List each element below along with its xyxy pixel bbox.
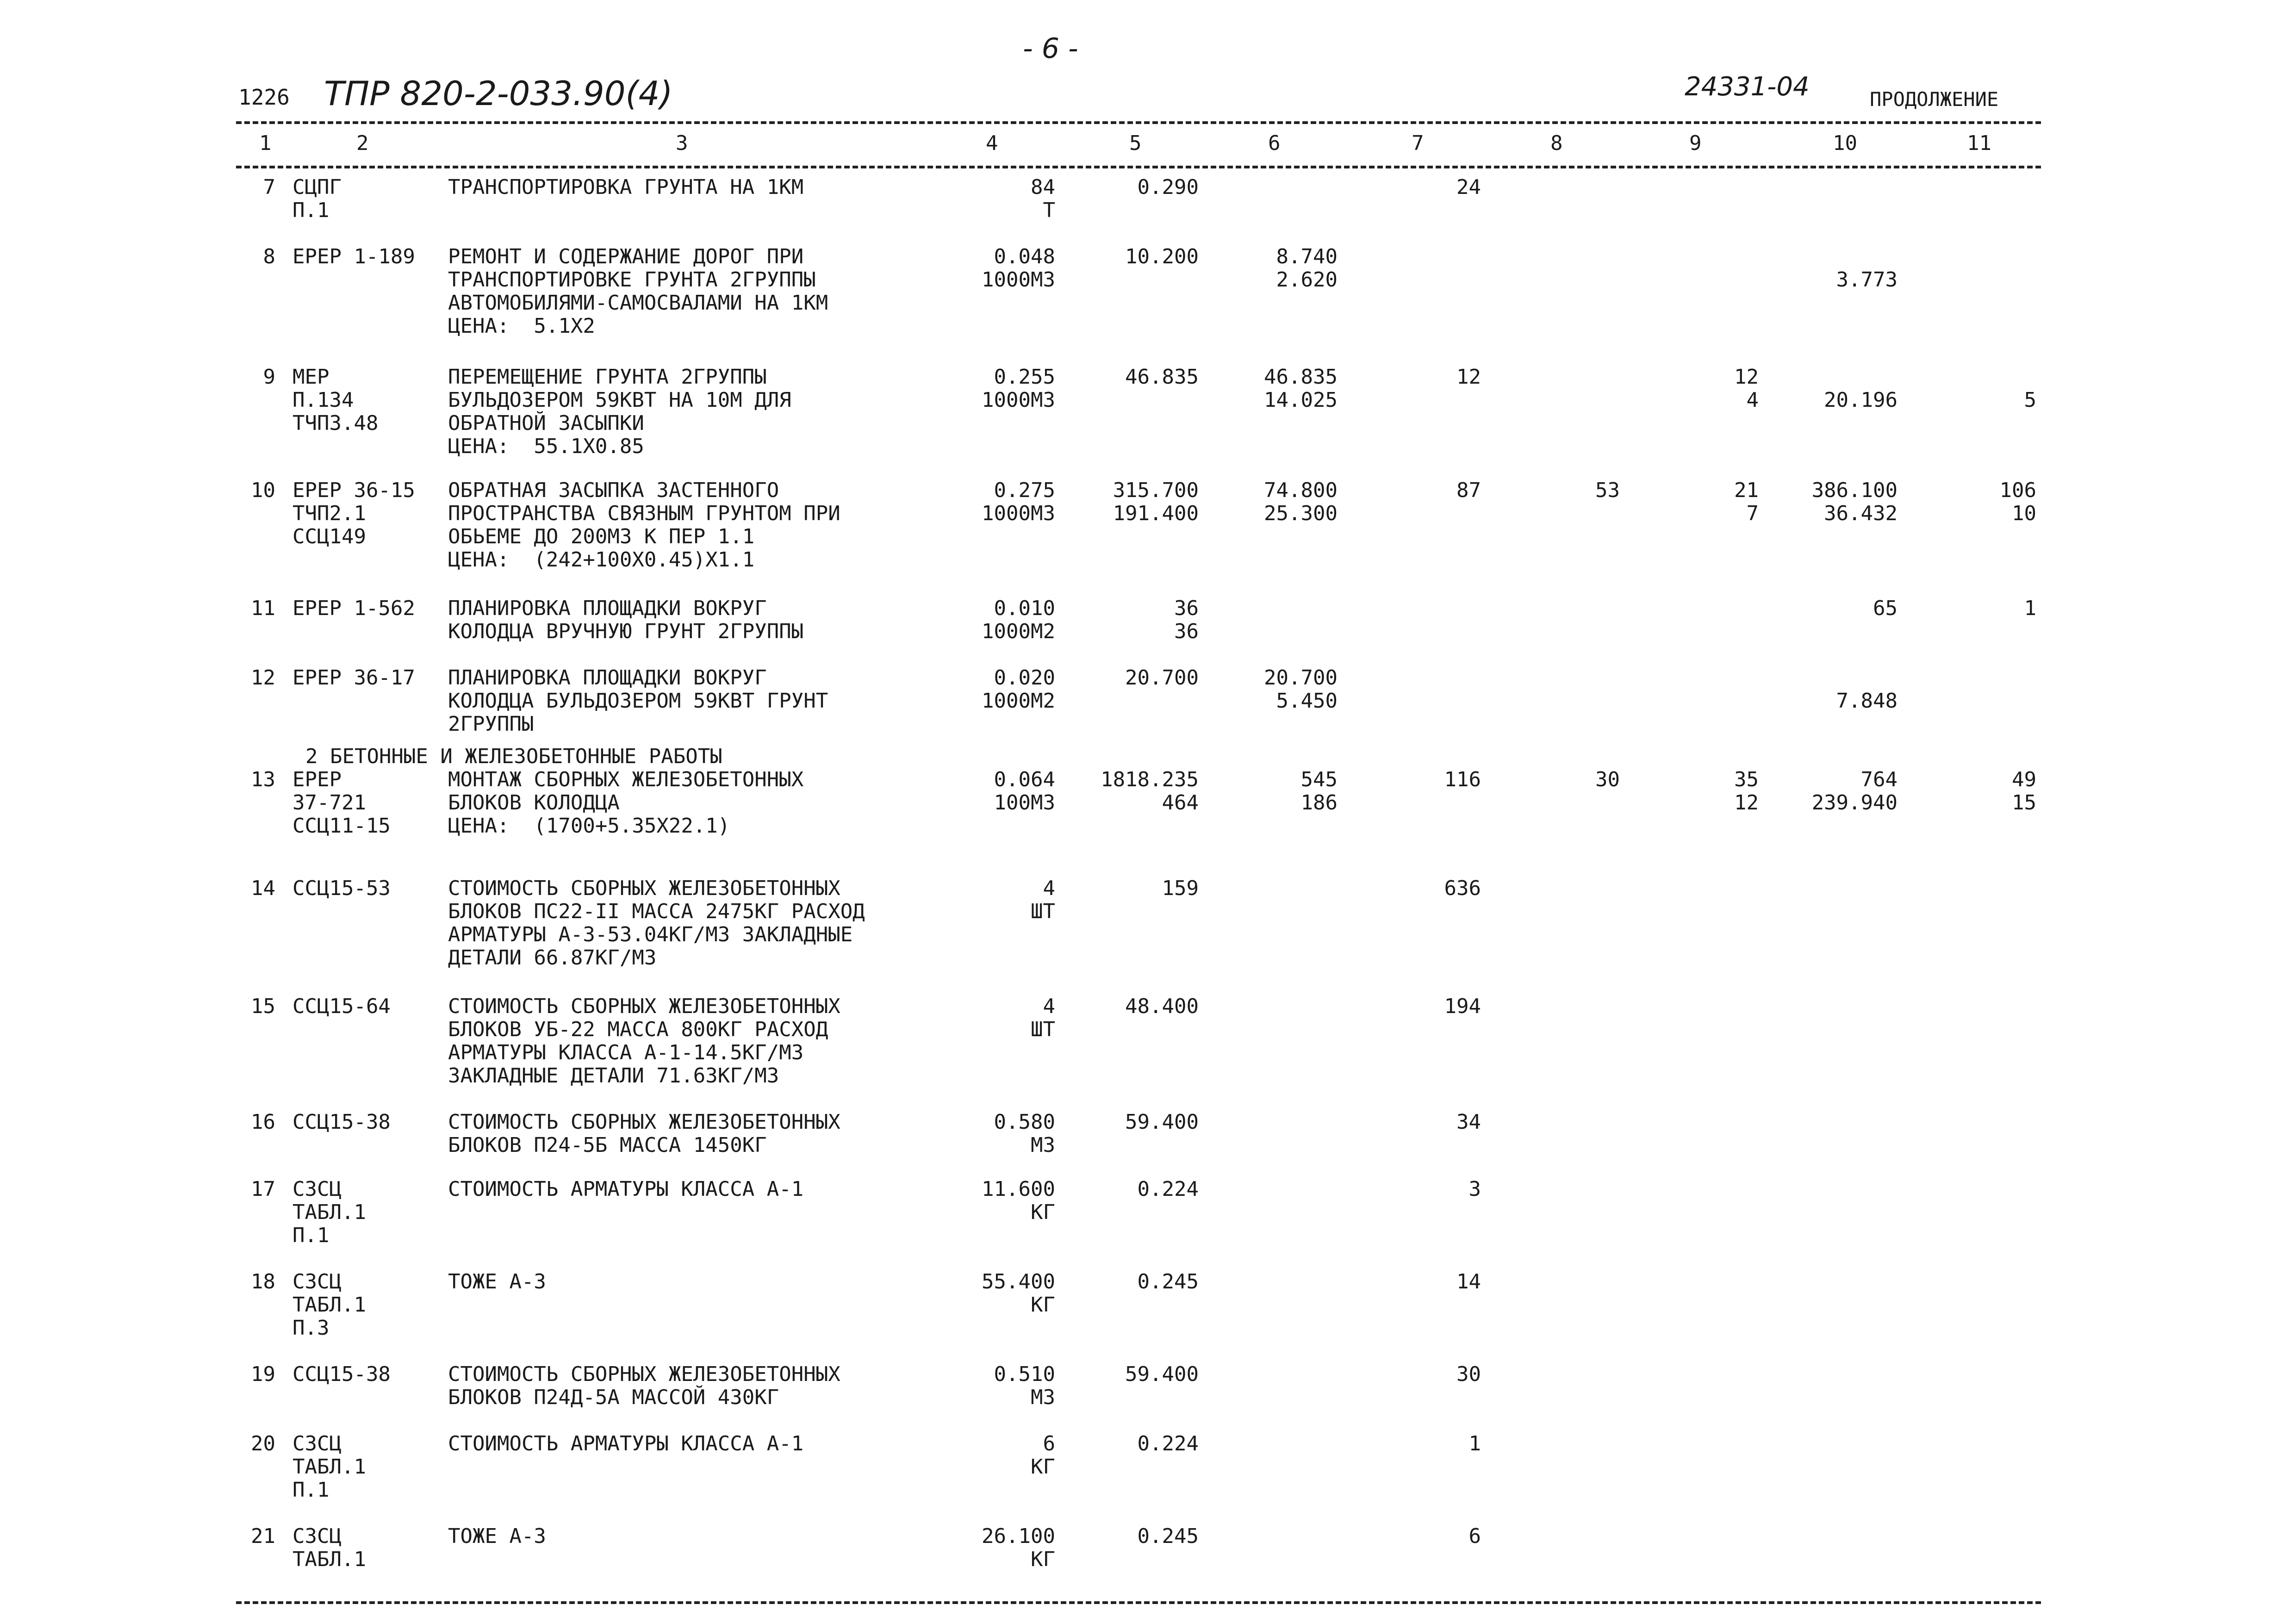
row-machine-wage: 12 bbox=[1734, 365, 1759, 389]
row-total-cost: 34 bbox=[1456, 1110, 1481, 1134]
row-quantity: 0.275 bbox=[994, 479, 1055, 502]
column-header-8: 8 bbox=[1550, 131, 1563, 155]
row-code: ССЦ15-38 bbox=[292, 1362, 391, 1386]
row-machine-cost: 46.835 bbox=[1264, 365, 1338, 389]
row-total-cost: 116 bbox=[1444, 768, 1481, 791]
row-machine-wage: 21 bbox=[1734, 479, 1759, 502]
row-machine-cost: 25.300 bbox=[1264, 502, 1338, 525]
row-code: П.134 bbox=[292, 388, 354, 412]
column-header-2: 2 bbox=[356, 131, 369, 155]
row-total-cost: 14 bbox=[1456, 1270, 1481, 1293]
row-machine-wage: 35 bbox=[1734, 768, 1759, 791]
row-labor: 239.940 bbox=[1811, 791, 1898, 815]
row-quantity: КГ bbox=[1031, 1455, 1055, 1479]
row-machine-wage: 12 bbox=[1734, 791, 1759, 815]
row-code: СЗСЦ bbox=[292, 1270, 342, 1293]
row-labor: 65 bbox=[1873, 597, 1898, 620]
row-code: ЕРЕР bbox=[292, 768, 342, 791]
row-labor-machine: 1 bbox=[2024, 597, 2036, 620]
row-number: 11 bbox=[251, 597, 275, 620]
row-description: АВТОМОБИЛЯМИ-САМОСВАЛАМИ НА 1КМ bbox=[448, 291, 828, 315]
row-unit-price: 36 bbox=[1174, 597, 1199, 620]
row-total-cost: 12 bbox=[1456, 365, 1481, 389]
row-code: ТАБЛ.1 bbox=[292, 1293, 366, 1317]
row-machine-wage: 7 bbox=[1746, 502, 1759, 525]
row-total-cost: 3 bbox=[1468, 1177, 1481, 1201]
row-description: ОБЬЕМЕ ДО 200М3 К ПЕР 1.1 bbox=[448, 525, 755, 548]
row-unit-price: 36 bbox=[1174, 620, 1199, 643]
row-code: ССЦ149 bbox=[292, 525, 366, 548]
row-number: 10 bbox=[251, 479, 275, 502]
row-quantity: КГ bbox=[1031, 1293, 1055, 1317]
column-header-3: 3 bbox=[676, 131, 688, 155]
row-code: П.3 bbox=[292, 1316, 330, 1340]
row-description: БЛОКОВ УБ-22 МАССА 800КГ РАСХОД bbox=[448, 1018, 828, 1041]
row-number: 14 bbox=[251, 877, 275, 900]
row-code: П.1 bbox=[292, 1224, 330, 1247]
row-machine-cost: 74.800 bbox=[1264, 479, 1338, 502]
row-quantity: 26.100 bbox=[982, 1524, 1055, 1548]
row-quantity: 0.255 bbox=[994, 365, 1055, 389]
column-header-9: 9 bbox=[1689, 131, 1702, 155]
row-number: 13 bbox=[251, 768, 275, 791]
row-labor: 3.773 bbox=[1836, 268, 1898, 292]
column-header-5: 5 bbox=[1129, 131, 1142, 155]
row-total-cost: 30 bbox=[1456, 1362, 1481, 1386]
row-machine-cost: 14.025 bbox=[1264, 388, 1338, 412]
row-machine-cost: 2.620 bbox=[1276, 268, 1338, 292]
section-heading: 2 БЕТОННЫЕ И ЖЕЛЕЗОБЕТОННЫЕ РАБОТЫ bbox=[305, 745, 722, 768]
row-number: 18 bbox=[251, 1270, 275, 1293]
row-code: СЗСЦ bbox=[292, 1432, 342, 1455]
rule-bottom bbox=[236, 1601, 2041, 1604]
row-description: АРМАТУРЫ А-3-53.04КГ/М3 ЗАКЛАДНЫЕ bbox=[448, 923, 853, 946]
row-unit-price: 191.400 bbox=[1113, 502, 1199, 525]
row-number: 12 bbox=[251, 666, 275, 690]
row-number: 8 bbox=[263, 245, 275, 268]
row-quantity: 0.010 bbox=[994, 597, 1055, 620]
row-number: 9 bbox=[263, 365, 275, 389]
row-description: СТОИМОСТЬ АРМАТУРЫ КЛАССА А-1 bbox=[448, 1177, 804, 1201]
row-total-cost: 24 bbox=[1456, 175, 1481, 199]
row-unit-price: 46.835 bbox=[1125, 365, 1199, 389]
row-description: МОНТАЖ СБОРНЫХ ЖЕЛЕЗОБЕТОННЫХ bbox=[448, 768, 804, 791]
row-quantity: 1000М3 bbox=[982, 268, 1055, 292]
row-description: ЦЕНА: (242+100Х0.45)Х1.1 bbox=[448, 548, 755, 572]
row-description: ПЛАНИРОВКА ПЛОЩАДКИ ВОКРУГ bbox=[448, 666, 767, 690]
row-code: ТЧП2.1 bbox=[292, 502, 366, 525]
row-description: ПЕРЕМЕЩЕНИЕ ГРУНТА 2ГРУППЫ bbox=[448, 365, 767, 389]
row-unit-price: 0.290 bbox=[1137, 175, 1199, 199]
row-quantity: КГ bbox=[1031, 1200, 1055, 1224]
row-description: СТОИМОСТЬ СБОРНЫХ ЖЕЛЕЗОБЕТОННЫХ bbox=[448, 995, 840, 1018]
row-quantity: М3 bbox=[1031, 1386, 1055, 1409]
row-description: БЛОКОВ П24-5Б МАССА 1450КГ bbox=[448, 1133, 767, 1157]
row-number: 21 bbox=[251, 1524, 275, 1548]
row-machine-cost: 20.700 bbox=[1264, 666, 1338, 690]
row-code: ЕРЕР 36-17 bbox=[292, 666, 415, 690]
row-description: БЛОКОВ КОЛОДЦА bbox=[448, 791, 620, 815]
row-quantity: М3 bbox=[1031, 1133, 1055, 1157]
row-labor: 764 bbox=[1860, 768, 1898, 791]
row-quantity: 1000М3 bbox=[982, 502, 1055, 525]
row-quantity: 6 bbox=[1043, 1432, 1055, 1455]
row-labor-machine: 10 bbox=[2012, 502, 2036, 525]
row-description: РЕМОНТ И СОДЕРЖАНИЕ ДОРОГ ПРИ bbox=[448, 245, 804, 268]
row-code: СЗСЦ bbox=[292, 1524, 342, 1548]
row-description: ПРОСТРАНСТВА СВЯЗНЫМ ГРУНТОМ ПРИ bbox=[448, 502, 840, 525]
row-code: ТЧП3.48 bbox=[292, 411, 379, 435]
row-description: БЛОКОВ П24Д-5А МАССОЙ 430КГ bbox=[448, 1386, 779, 1409]
row-description: 2ГРУППЫ bbox=[448, 712, 534, 736]
row-description: ДЕТАЛИ 66.87КГ/М3 bbox=[448, 946, 657, 970]
row-unit-price: 0.224 bbox=[1137, 1432, 1199, 1455]
row-unit-price: 59.400 bbox=[1125, 1110, 1199, 1134]
row-number: 15 bbox=[251, 995, 275, 1018]
continuation-label: ПРОДОЛЖЕНИЕ bbox=[1870, 88, 1999, 111]
row-description: ОБРАТНОЙ ЗАСЫПКИ bbox=[448, 411, 644, 435]
row-unit-price: 1818.235 bbox=[1101, 768, 1199, 791]
row-total-cost: 87 bbox=[1456, 479, 1481, 502]
row-code: ЕРЕР 36-15 bbox=[292, 479, 415, 502]
row-number: 16 bbox=[251, 1110, 275, 1134]
row-description: ТОЖЕ А-3 bbox=[448, 1270, 546, 1293]
row-unit-price: 315.700 bbox=[1113, 479, 1199, 502]
rule-top bbox=[236, 121, 2041, 124]
row-total-cost: 194 bbox=[1444, 995, 1481, 1018]
row-quantity: 55.400 bbox=[982, 1270, 1055, 1293]
row-unit-price: 0.245 bbox=[1137, 1524, 1199, 1548]
row-description: ПЛАНИРОВКА ПЛОЩАДКИ ВОКРУГ bbox=[448, 597, 767, 620]
row-code: ССЦ15-38 bbox=[292, 1110, 391, 1134]
row-description: СТОИМОСТЬ СБОРНЫХ ЖЕЛЕЗОБЕТОННЫХ bbox=[448, 1362, 840, 1386]
album-code: 24331-04 bbox=[1685, 72, 1810, 102]
row-number: 20 bbox=[251, 1432, 275, 1455]
row-description: ТОЖЕ А-3 bbox=[448, 1524, 546, 1548]
row-labor-machine: 5 bbox=[2024, 388, 2036, 412]
row-quantity: 100М3 bbox=[994, 791, 1055, 815]
row-quantity: 1000М2 bbox=[982, 620, 1055, 643]
row-code: СЦПГ bbox=[292, 175, 342, 199]
row-description: ЦЕНА: 5.1Х2 bbox=[448, 314, 595, 338]
row-labor: 20.196 bbox=[1824, 388, 1898, 412]
row-quantity: 1000М3 bbox=[982, 388, 1055, 412]
row-quantity: ШТ bbox=[1031, 900, 1055, 923]
row-code: СЗСЦ bbox=[292, 1177, 342, 1201]
row-description: КОЛОДЦА ВРУЧНУЮ ГРУНТ 2ГРУППЫ bbox=[448, 620, 804, 643]
row-number: 7 bbox=[263, 175, 275, 199]
column-header-4: 4 bbox=[986, 131, 998, 155]
page-marker: - 6 - bbox=[1023, 32, 1078, 65]
row-quantity: 0.580 bbox=[994, 1110, 1055, 1134]
row-code: 37-721 bbox=[292, 791, 366, 815]
row-description: СТОИМОСТЬ СБОРНЫХ ЖЕЛЕЗОБЕТОННЫХ bbox=[448, 1110, 840, 1134]
row-quantity: 1000М2 bbox=[982, 689, 1055, 713]
row-description: БЛОКОВ ПС22-II МАССА 2475КГ РАСХОД bbox=[448, 900, 865, 923]
row-number: 19 bbox=[251, 1362, 275, 1386]
row-unit-price: 0.224 bbox=[1137, 1177, 1199, 1201]
row-code: МЕР bbox=[292, 365, 330, 389]
row-machine-wage: 4 bbox=[1746, 388, 1759, 412]
row-unit-price: 20.700 bbox=[1125, 666, 1199, 690]
row-machine-cost: 8.740 bbox=[1276, 245, 1338, 268]
row-description: ЦЕНА: 55.1Х0.85 bbox=[448, 435, 644, 458]
row-code: ССЦ15-53 bbox=[292, 877, 391, 900]
sheet-prefix: 1226 bbox=[238, 85, 290, 110]
row-description: БУЛЬДОЗЕРОМ 59КВТ НА 10М ДЛЯ bbox=[448, 388, 791, 412]
row-labor: 36.432 bbox=[1824, 502, 1898, 525]
row-quantity: Т bbox=[1043, 199, 1055, 222]
document-code: ТПР 820-2-033.90(4) bbox=[324, 74, 673, 113]
row-total-cost: 6 bbox=[1468, 1524, 1481, 1548]
row-code: ЕРЕР 1-562 bbox=[292, 597, 415, 620]
row-unit-price: 0.245 bbox=[1137, 1270, 1199, 1293]
row-labor: 386.100 bbox=[1811, 479, 1898, 502]
row-machine-cost: 186 bbox=[1300, 791, 1338, 815]
row-total-cost: 1 bbox=[1468, 1432, 1481, 1455]
row-code: ТАБЛ.1 bbox=[292, 1548, 366, 1571]
row-quantity: 0.064 bbox=[994, 768, 1055, 791]
row-labor-machine: 49 bbox=[2012, 768, 2036, 791]
row-unit-price: 59.400 bbox=[1125, 1362, 1199, 1386]
row-labor: 7.848 bbox=[1836, 689, 1898, 713]
row-quantity: ШТ bbox=[1031, 1018, 1055, 1041]
row-description: ТРАНСПОРТИРОВКЕ ГРУНТА 2ГРУППЫ bbox=[448, 268, 816, 292]
row-machine-cost: 5.450 bbox=[1276, 689, 1338, 713]
row-unit-price: 48.400 bbox=[1125, 995, 1199, 1018]
row-total-cost: 636 bbox=[1444, 877, 1481, 900]
row-unit-price: 10.200 bbox=[1125, 245, 1199, 268]
row-code: ЕРЕР 1-189 bbox=[292, 245, 415, 268]
column-header-10: 10 bbox=[1833, 131, 1857, 155]
column-header-11: 11 bbox=[1967, 131, 1991, 155]
column-header-7: 7 bbox=[1412, 131, 1424, 155]
row-code: ТАБЛ.1 bbox=[292, 1200, 366, 1224]
row-quantity: 4 bbox=[1043, 877, 1055, 900]
row-number: 17 bbox=[251, 1177, 275, 1201]
row-quantity: 0.510 bbox=[994, 1362, 1055, 1386]
row-labor-machine: 106 bbox=[1999, 479, 2036, 502]
row-description: КОЛОДЦА БУЛЬДОЗЕРОМ 59КВТ ГРУНТ bbox=[448, 689, 828, 713]
row-description: СТОИМОСТЬ СБОРНЫХ ЖЕЛЕЗОБЕТОННЫХ bbox=[448, 877, 840, 900]
column-header-1: 1 bbox=[259, 131, 272, 155]
row-unit-price: 464 bbox=[1162, 791, 1199, 815]
rule-header-bottom bbox=[236, 166, 2041, 168]
row-code: П.1 bbox=[292, 1478, 330, 1502]
row-description: ЦЕНА: (1700+5.35Х22.1) bbox=[448, 814, 730, 838]
row-code: П.1 bbox=[292, 199, 330, 222]
row-machine-cost: 545 bbox=[1300, 768, 1338, 791]
row-code: ССЦ15-64 bbox=[292, 995, 391, 1018]
row-quantity: 4 bbox=[1043, 995, 1055, 1018]
row-labor-machine: 15 bbox=[2012, 791, 2036, 815]
row-wage: 53 bbox=[1595, 479, 1620, 502]
row-quantity: 0.048 bbox=[994, 245, 1055, 268]
row-description: СТОИМОСТЬ АРМАТУРЫ КЛАССА А-1 bbox=[448, 1432, 804, 1455]
row-description: ЗАКЛАДНЫЕ ДЕТАЛИ 71.63КГ/М3 bbox=[448, 1064, 779, 1088]
row-description: ТРАНСПОРТИРОВКА ГРУНТА НА 1КМ bbox=[448, 175, 804, 199]
row-code: ССЦ11-15 bbox=[292, 814, 391, 838]
row-quantity: КГ bbox=[1031, 1548, 1055, 1571]
row-unit-price: 159 bbox=[1162, 877, 1199, 900]
row-quantity: 84 bbox=[1031, 175, 1055, 199]
row-code: ТАБЛ.1 bbox=[292, 1455, 366, 1479]
column-header-6: 6 bbox=[1268, 131, 1281, 155]
row-description: ОБРАТНАЯ ЗАСЫПКА ЗАСТЕННОГО bbox=[448, 479, 779, 502]
row-quantity: 11.600 bbox=[982, 1177, 1055, 1201]
row-quantity: 0.020 bbox=[994, 666, 1055, 690]
row-wage: 30 bbox=[1595, 768, 1620, 791]
row-description: АРМАТУРЫ КЛАССА А-1-14.5КГ/М3 bbox=[448, 1041, 804, 1064]
